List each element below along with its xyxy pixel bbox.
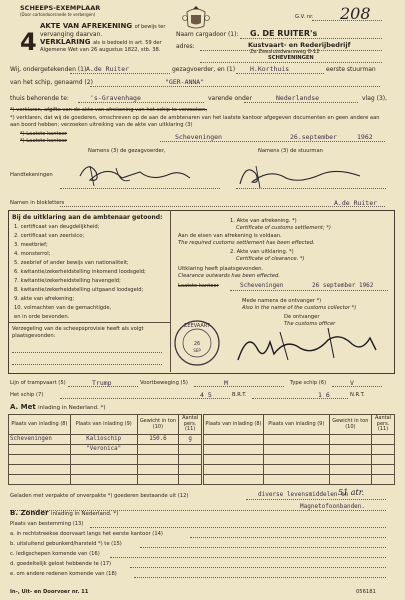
propulsion-label: Voortbeweging (5)	[140, 380, 188, 386]
signatures-label: Handtekeningen	[10, 172, 53, 178]
declaration-year: 1962	[357, 133, 373, 141]
title-line1-note: of bewijs ter	[134, 24, 166, 30]
undersigned-label: Wij, ondergetekenden (1)	[10, 66, 87, 73]
undersigned-1: A.de Ruiter	[86, 65, 130, 73]
brt-label: B.R.T.	[232, 392, 247, 398]
table-cell	[329, 435, 371, 445]
table-cell	[263, 445, 329, 455]
type-value: V	[350, 379, 354, 387]
right-text-1-en: The required customs settlement has been effected.	[178, 240, 315, 246]
table-cell	[204, 465, 264, 475]
left-box-item-3: 3. meetbrief;	[14, 242, 48, 248]
right-place: Scheveningen	[240, 282, 284, 289]
right-medes: Mede namens de ontvanger *)	[242, 298, 322, 304]
section-a-letter: A.	[10, 403, 19, 411]
title-line3-note: als is bedoeld in art. 59 der	[92, 40, 162, 46]
col-header: Aantal pers. (11)	[372, 415, 395, 435]
section-b-item-3: b. uitsluitend gebunkerd/harsteld *) te (15)	[10, 541, 122, 547]
block-names-label: Namen in blokletters	[10, 200, 65, 206]
col-header: Plaats van inlading (9)	[70, 415, 137, 435]
table-cell	[372, 465, 395, 475]
flag-value: Nederlandse	[276, 94, 320, 102]
title-line3: VERKLARING	[40, 38, 91, 46]
table-cell	[70, 475, 137, 485]
left-box-item-10: 10. volmachten van de gemachtigde,	[14, 305, 112, 311]
table-cell	[70, 465, 137, 475]
right-text-2: Uitklaring heeft plaatsgevonden.	[178, 266, 264, 272]
loaded-value-3: Magnetofoonbanden.	[300, 503, 366, 510]
declaration-date: 26.september	[290, 133, 337, 141]
table-cell	[204, 455, 264, 465]
table-cell	[137, 455, 179, 465]
agent-name-label: Naam cargadoor (1):	[176, 31, 239, 38]
right-laatste-label: Laatste kantoor	[178, 283, 219, 289]
right-text-2-en: Clearance outwards has been effected.	[178, 273, 280, 279]
section-a-sub: inlading in Nederland. *)	[38, 405, 106, 411]
agent-name-value: G. DE RUITER's	[250, 29, 318, 38]
table-cell	[263, 435, 329, 445]
title-line2: vervanging daarvan.	[40, 31, 103, 38]
declaration-place: Scheveningen	[175, 133, 222, 141]
agent-address-label: adres:	[176, 43, 195, 50]
gv-label: G.V. nr.	[295, 14, 314, 20]
coat-of-arms-icon	[182, 6, 210, 30]
section-b-item-2: a. in rechtstreekse doorvaart langs het eerste kantoor (14)	[10, 531, 163, 537]
ship-name: "GER-ANNA"	[165, 78, 205, 86]
table-cell	[329, 475, 371, 485]
section-a-heading-wrap	[10, 403, 105, 411]
section-b-letter: B.	[10, 509, 18, 517]
type-label: Type schip (6)	[290, 380, 327, 386]
table-cell	[179, 455, 202, 465]
table-cell: "Veronica"	[70, 445, 137, 455]
flag-label: varende onder	[208, 95, 252, 102]
section-b-heading-wrap	[10, 509, 118, 517]
table-cell	[179, 445, 202, 455]
section-a-heading: Met	[20, 403, 36, 411]
right-item-2: 2. Akte van uitklaring. *)	[230, 249, 294, 255]
copy-note: (Door cartondoorsnede te verbergen)	[20, 12, 96, 17]
svg-text:ZEEVAART: ZEEVAART	[184, 323, 210, 329]
left-box-footer: en in orde bevonden.	[14, 314, 70, 320]
line-value: Trump	[92, 379, 112, 387]
brt-value: 4 5	[200, 391, 212, 399]
col-header: Aantal pers. (11)	[179, 415, 202, 435]
agent-address-line1: Kustvaart- en Rederijbedrijf	[248, 41, 351, 49]
right-sign-label: De ontvanger	[284, 314, 320, 320]
svg-text:26: 26	[193, 341, 201, 347]
table-cell	[372, 435, 395, 445]
nrt-label: N.R.T.	[350, 392, 365, 398]
serial-number: 056181	[356, 589, 376, 595]
section-b-item-6: e. om andere redenen komende van (18)	[10, 571, 117, 577]
customs-stamp	[172, 318, 222, 368]
table-cell	[329, 465, 371, 475]
table-cell: Scheveningen	[9, 435, 71, 445]
table-cell	[9, 475, 71, 485]
section-b-item-1: Plaats van bestemming (13)	[10, 521, 84, 527]
col-header: Plaats van inlading (8)	[204, 415, 264, 435]
table-cell	[137, 475, 179, 485]
right-item-1: 1. Akte van afrekening. *)	[230, 218, 297, 224]
table-cell	[263, 465, 329, 475]
right-item-1-en: Certificate of customs settlement; *)	[236, 225, 331, 231]
table-cell	[263, 455, 329, 465]
form-number: 4	[20, 28, 37, 56]
stuurman-names-label: Namens (3) de stuurman	[258, 148, 323, 154]
table-cell	[204, 435, 264, 445]
table-cell	[372, 475, 395, 485]
handwritten-signatures	[60, 154, 390, 190]
ship-size-label: Het schip (7)	[10, 392, 44, 398]
section-b-item-5: d. goedeltelijk gelost hebbende te (17)	[10, 561, 112, 567]
doc-number: 208	[340, 4, 371, 23]
flag-suffix: vlag (3),	[362, 95, 388, 102]
agent-address-line2: Ze Zeesluisdwarsweg 8-12	[250, 49, 320, 55]
left-box-item-8: 8. kwitantie/zekerheidstelling uitgaand loodsgeld;	[14, 287, 144, 293]
title-line1-wrap	[40, 22, 165, 30]
laatste-kantoor-label-1: *) Laatste kantoor	[20, 131, 68, 137]
left-box-item-1: 1. certificaat van deugdelijkheid;	[14, 224, 100, 230]
right-item-2-en: Certificate of clearance. *)	[236, 256, 305, 262]
propulsion-value: M	[224, 379, 228, 387]
table-cell	[329, 455, 371, 465]
table-cell: 150.6	[137, 435, 179, 445]
table-cell	[137, 445, 179, 455]
loaded-value-2: 51 atr.	[338, 488, 365, 497]
left-box-item-7: 7. kwitantie/zekerheidstelling havengeld;	[14, 278, 121, 284]
left-box-item-5: 5. zeebrief of ander bewijs van nationaliteit;	[14, 260, 129, 266]
col-header: Plaats van inlading (9)	[263, 415, 329, 435]
block-names-value: A.de Ruiter	[334, 199, 378, 207]
left-box-heading: Bij de uitklaring aan de ambtenaar getoond:	[12, 214, 163, 221]
section-a-table-left	[8, 414, 202, 485]
table-cell	[137, 465, 179, 475]
svg-text:SEP: SEP	[193, 348, 201, 353]
table-cell	[9, 455, 71, 465]
undersigned-2: H.Korthuis	[250, 65, 290, 73]
col-header: Plaats van inlading (8)	[9, 415, 71, 435]
ship-label: van het schip, genaamd (2)	[10, 79, 93, 86]
table-cell	[204, 445, 264, 455]
left-box-item-6: 6. kwitantie/zekerheidstelling inkomend loodsgeld;	[14, 269, 146, 275]
laatste-kantoor-label-2: *) Laatste kantoor	[20, 138, 68, 144]
loaded-value: diverse levensmiddelen en	[258, 491, 349, 498]
line-label: Lijn of trampvaart (5)	[10, 380, 66, 386]
right-sign-en: The customs officer	[284, 321, 336, 327]
gezagvoerder-names-label: Namens (3) de gezagvoerder,	[88, 148, 166, 154]
declaration-text-3: aan boord hebben; verzoeken uitreiking van de akte van uitklaring (3)	[10, 122, 193, 128]
section-b-sub: inlading in Nederland. *)	[50, 511, 119, 517]
copy-label: SCHEEPS-EXEMPLAAR	[20, 4, 101, 12]
right-medes-en: Also in the name of the customs collector *)	[242, 305, 357, 311]
victuals-seal-line1: Verzegeling van de scheepsprovisie heeft als volgt	[12, 326, 144, 332]
col-header: Gewicht in ton (10)	[329, 415, 371, 435]
table-cell	[9, 445, 71, 455]
table-cell	[263, 475, 329, 485]
declaration-text-1: *) verklaren, afgifte van de akte van afrekening van het schip te verzoeken,	[10, 107, 208, 113]
table-cell	[329, 445, 371, 455]
title-line4: Algemene Wet van 26 augustus 1822, stb. 38.	[40, 47, 161, 53]
left-box-item-4: 4. monsterrol;	[14, 251, 51, 257]
stuurman-label: eerste stuurman	[326, 66, 376, 73]
right-date: 26 september 1962	[312, 282, 374, 289]
left-box-item-2: 2. certificaat van zeerisico;	[14, 233, 85, 239]
table-cell	[372, 455, 395, 465]
table-cell	[179, 465, 202, 475]
form-code: In-, Uit- en Doorvoer nr. 11	[10, 589, 89, 595]
home-port-label: thuis behorende te:	[10, 95, 69, 102]
agent-address-line3: SCHEVENINGEN	[268, 55, 314, 61]
section-b-heading: Zonder	[20, 509, 49, 517]
declaration-text-2: *) verklaren, dat wij de goederen, omschreven op de aan de ambtenaren van het laatste kantoor afgegeven documenten en geen andere aan	[10, 115, 380, 121]
nrt-value: 1 6	[318, 391, 330, 399]
col-header: Gewicht in ton (10)	[137, 415, 179, 435]
section-a-table-right	[203, 414, 395, 485]
table-cell	[204, 475, 264, 485]
customs-officer-signature	[230, 320, 390, 366]
title-line3-wrap	[40, 38, 162, 46]
title-line1: AKTE VAN AFREKENING	[40, 22, 133, 30]
table-cell	[70, 455, 137, 465]
section-b-item-4: c. ledigschepen komende van (16)	[10, 551, 100, 557]
table-cell: g	[179, 435, 202, 445]
right-text-1: Aan de eisen van afrekening is voldaan.	[178, 233, 282, 239]
gezagvoerder-label: gezagvoerder, en (1)	[172, 66, 236, 73]
table-cell: Kalioschip	[70, 435, 137, 445]
victuals-seal-line2: plaatsgevonden:	[12, 333, 56, 339]
table-cell	[179, 475, 202, 485]
table-cell	[9, 465, 71, 475]
table-cell	[372, 445, 395, 455]
loaded-label: Geladen met verpakte of onverpakte *) goederen bestaande uit (12)	[10, 493, 189, 499]
left-box-item-9: 9. akte van afrekening;	[14, 296, 75, 302]
home-port: 's-Gravenhage	[90, 94, 141, 102]
